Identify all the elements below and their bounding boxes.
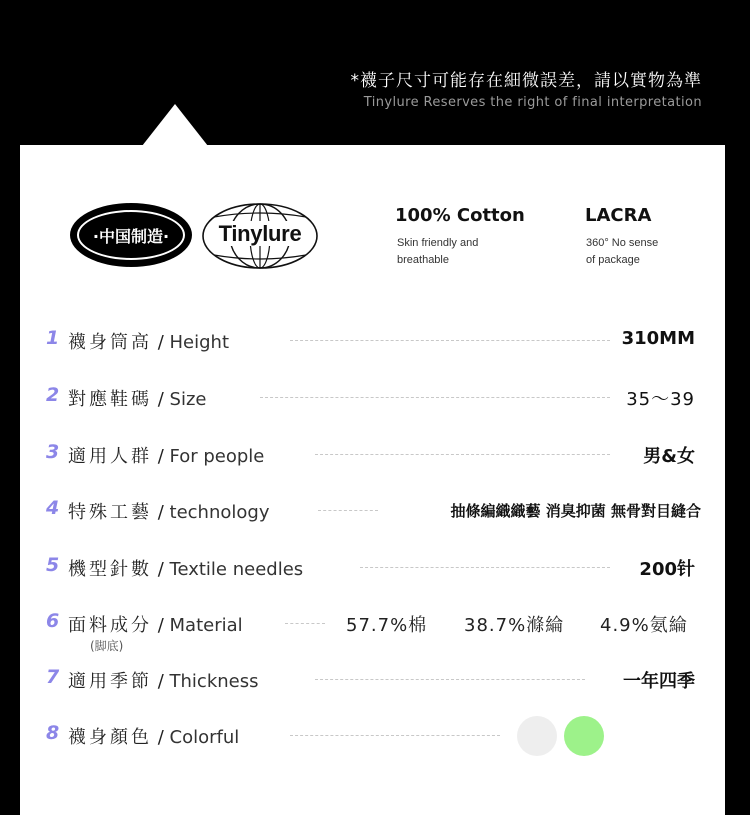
notice-en: Tinylure Reserves the right of final interpretation bbox=[363, 95, 702, 110]
feature-cotton-desc: Skin friendly and breathable bbox=[397, 237, 479, 266]
card-pointer bbox=[142, 104, 208, 146]
spec-number: 7 bbox=[46, 666, 60, 688]
spec-value: 一年四季 bbox=[623, 671, 695, 692]
spec-label: 襪身顏色 / Colorful bbox=[68, 727, 240, 748]
spec-number: 5 bbox=[46, 554, 60, 576]
spec-sublabel: (脚底) bbox=[90, 639, 124, 653]
dashed-divider bbox=[315, 679, 585, 680]
dashed-divider bbox=[260, 397, 610, 398]
dashed-divider bbox=[290, 340, 610, 341]
spec-label: 適用人群 / For people bbox=[68, 446, 265, 467]
made-in-china-badge bbox=[70, 203, 192, 267]
color-swatch-white[interactable] bbox=[517, 716, 557, 756]
spec-number: 8 bbox=[46, 722, 60, 744]
material-polyester: 38.7%滌綸 bbox=[464, 615, 565, 636]
notice-zh: *襪子尺寸可能存在細微誤差，請以實物為準 bbox=[350, 71, 702, 91]
spec-label: 襪身筒高 / Height bbox=[68, 332, 230, 353]
brand-logo: Tinylure bbox=[218, 221, 302, 246]
spec-row-needles bbox=[20, 550, 725, 584]
dashed-divider bbox=[315, 454, 610, 455]
spec-row-material bbox=[20, 606, 725, 653]
spec-row-size bbox=[20, 380, 725, 414]
spec-label: 面料成分 / Material bbox=[68, 615, 243, 636]
spec-row-people bbox=[20, 437, 725, 471]
spec-row-technology bbox=[20, 493, 725, 527]
spec-row-season bbox=[20, 662, 725, 696]
spec-value: 男&女 bbox=[643, 446, 695, 467]
material-cotton: 57.7%棉 bbox=[346, 615, 428, 636]
dashed-divider bbox=[360, 567, 610, 568]
spec-number: 6 bbox=[46, 610, 60, 632]
spec-row-height bbox=[20, 323, 725, 357]
spec-label: 特殊工藝 / technology bbox=[68, 502, 270, 523]
spec-number: 3 bbox=[46, 441, 60, 463]
spec-number: 4 bbox=[46, 497, 60, 519]
material-spandex: 4.9%氨綸 bbox=[600, 615, 688, 636]
spec-value: 35～39 bbox=[626, 389, 695, 410]
feature-lacra-title: LACRA bbox=[585, 205, 652, 226]
spec-value: 310MM bbox=[621, 328, 695, 349]
spec-label: 適用季節 / Thickness bbox=[68, 671, 259, 692]
badge-label: ·中国制造· bbox=[77, 210, 185, 260]
spec-value: 抽條編織織藝 消臭抑菌 無骨對目縫合 bbox=[450, 502, 701, 520]
dashed-divider bbox=[290, 735, 500, 736]
feature-lacra-desc: 360° No sense of package bbox=[586, 237, 659, 266]
spec-row-color bbox=[20, 718, 725, 752]
spec-label: 對應鞋碼 / Size bbox=[68, 389, 207, 410]
spec-number: 1 bbox=[46, 327, 60, 349]
dashed-divider bbox=[285, 623, 325, 624]
spec-label: 機型針數 / Textile needles bbox=[68, 559, 304, 580]
color-swatch-green[interactable] bbox=[564, 716, 604, 756]
feature-cotton-title: 100% Cotton bbox=[395, 205, 525, 226]
dashed-divider bbox=[318, 510, 378, 511]
spec-card bbox=[20, 145, 725, 815]
spec-number: 2 bbox=[46, 384, 60, 406]
spec-value: 200针 bbox=[639, 559, 695, 580]
